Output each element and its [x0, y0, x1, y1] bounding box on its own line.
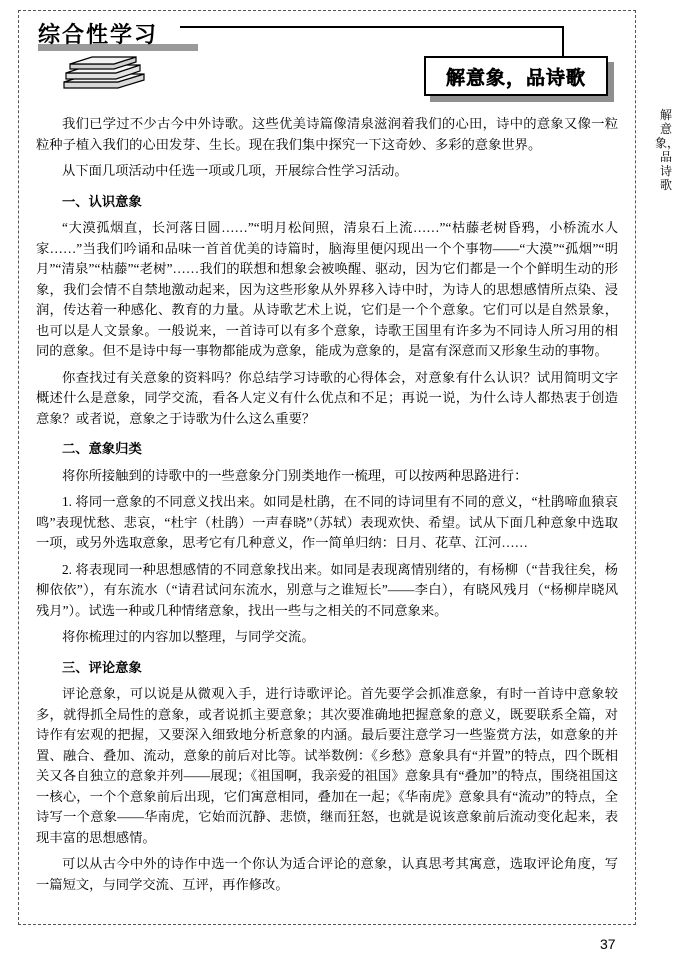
section-2-paragraph-3: 2. 将表现同一种思想感情的不同意象找出来。如同是表现离情别绪的，有杨柳（“昔我往矣，杨柳依依”），有东流水（“请君试问东流水，别意与之谁短长”——李白），有晓风残月（“杨柳岸晓风残月”）。试选一种或几种情绪意象，找出一些与之相关的不同意象来。 — [36, 561, 618, 618]
article-body — [36, 114, 618, 901]
section-heading-2: 二、意象归类 — [62, 441, 142, 456]
intro-paragraph-2: 从下面几项活动中任选一项或几项，开展综合性学习活动。 — [62, 163, 408, 178]
section-1-paragraph-1: “大漠孤烟直，长河落日圆……”“明月松间照，清泉石上流……”“枯藤老树昏鸦，小桥流水人家……”当我们吟诵和品味一首首优美的诗篇时，脑海里便闪现出一个个事物——“大漠”“孤烟”“明月”“清泉”“枯藤”“老树”……我们的联想和想象会被唤醒、驱动，因为它们都是一个个鲜明生动的形象，我们会情不自禁地激动起来，因为这些形象从外界移入诗中时，为诗人的思想感情所点染、浸润，传达着一种感化、教育的力量。从诗歌艺术上说，它们是一个个意象。它们可以是自然景象，也可以是人文景象。一般说来，一首诗可以有多个意象，诗歌王国里有许多为不同诗人所习用的相同的意象。但不是诗中每一事物都能成为意象，能成为意象的，是富有深意而又形象生动的事物。 — [36, 220, 618, 358]
section-heading-3: 三、评论意象 — [62, 659, 142, 675]
section-2-paragraph-2: 1. 将同一意象的不同意义找出来。如同是杜鹃，在不同的诗词里有不同的意义，“杜鹃啼血猿哀鸣”表现忧愁、悲哀，“杜宇（杜鹃）一声春晓”（苏轼）表现欢快、希望。试从下面几种意象中选取一项，或另外选取意象，思考它有几种意义，作一简单归纳：日月、花草、江河…… — [36, 494, 618, 550]
section-3-paragraph-1: 评论意象，可以说是从微观入手，进行诗歌评论。首先要学会抓准意象，有时一首诗中意象较多，就得抓全局性的意象，或者说抓主要意象；其次要准确地把握意象的意义，既要联系全篇，对诗作有宏观的把握，又要深入细致地分析意象的内涵。最后要注意学习一些鉴赏方法，如意象的并置、融合、叠加、流动，意象的前后对比等。试举数例：《乡愁》意象具有“并置”的特点，四个既相关又各自独立的意象并列——展现；《祖国啊，我亲爱的祖国》意象具有“叠加”的特点，围绕祖国这一核心，一个个意象前后出现，它们寓意相同，叠加在一起；《华南虎》意象具有“流动”的特点，全诗写一个意象——华南虎，它始而沉静、悲愤，继而狂怒，也就是说该意象前后流动变化起来，表现丰富的思想感情。 — [36, 686, 618, 845]
stacked-books-icon — [58, 56, 150, 92]
section-2-paragraph-1: 将你所接触到的诗歌中的一些意象分门别类地作一梳理，可以按两种思路进行： — [62, 467, 528, 483]
page-title: 综合性学习 — [38, 22, 159, 47]
section-heading-1: 一、认识意象 — [62, 193, 142, 209]
section-1-paragraph-2: 你查找过有关意象的资料吗？你总结学习诗歌的心得体会，对意象有什么认识？试用简明文字概述什么是意象，同学交流，看各人定义有什么优点和不足；再说一说，为什么诗人都热衷于创造意象？或者说，意象之于诗歌为什么这么重要？ — [36, 369, 618, 426]
section-2-paragraph-4: 将你梳理过的内容加以整理，与同学交流。 — [62, 629, 315, 644]
section-3-paragraph-2: 可以从古今中外的诗作中选一个你认为适合评论的意象，认真思考其寓意，选取评论角度，写一篇短文，与同学交流、互评，再作修改。 — [36, 856, 618, 892]
header-rule-vertical — [562, 26, 564, 58]
vertical-running-head — [655, 108, 680, 192]
intro-paragraph-1: 我们已学过不少古今中外诗歌。这些优美诗篇像清泉滋润着我们的心田，诗中的意象又像一粒粒种子植入我们的心田发芽、生长。现在我们集中探究一下这奇妙、多彩的意象世界。 — [36, 116, 618, 152]
section-banner — [424, 56, 614, 102]
header-rule-horizontal — [180, 26, 564, 28]
vertical-running-head-text: 解意象，品诗歌 — [655, 108, 680, 192]
banner-text: 解意象，品诗歌 — [445, 67, 586, 89]
banner-box — [424, 56, 608, 96]
page-number: 37 — [600, 936, 616, 952]
